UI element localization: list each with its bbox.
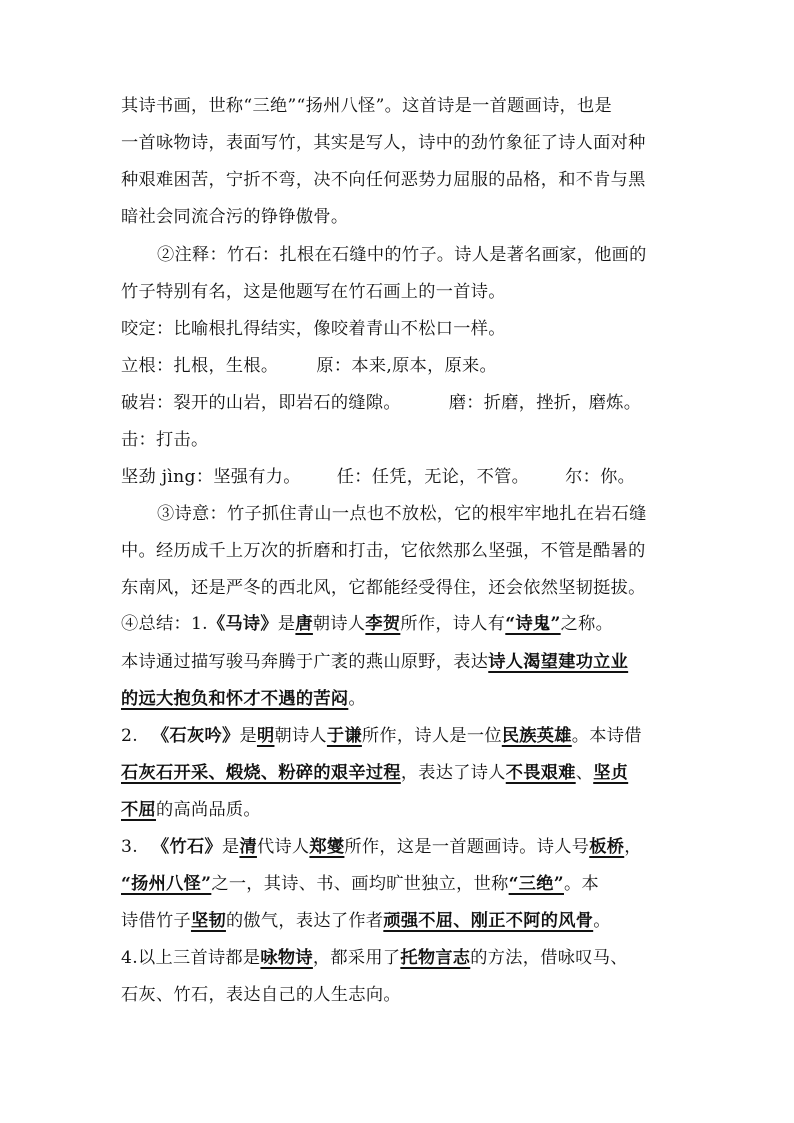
note-er: 尔：你。 [565,467,636,487]
paragraph-line: 种艰难困苦，宁折不弯，决不向任何恶势力屈服的品格，和不肯与黑 [121,170,646,190]
dynasty: 明 [256,726,275,746]
poem-title: 《马诗》 [207,614,278,634]
summary-text: 的傲气，表达了作者 [225,911,384,931]
summary-text: 代诗人 [256,837,310,857]
spirit: 顽强不屈、刚正不阿的风骨 [383,911,594,931]
theme: 诗人渴望建功立业 [488,652,629,672]
summary-text: ，都采用了 [312,948,401,968]
summary-text: 本诗通过描写骏马奔腾于广袤的燕山原野，表达 [121,652,489,672]
summary-1-line [121,682,366,716]
process: 石灰石开采、煅烧、粉碎的艰辛过程 [121,763,401,783]
method: 托物言志 [400,948,471,968]
poet-name: 李贺 [365,614,401,634]
theme: 的远大抱负和怀才不遇的苦闷 [121,689,349,709]
summary-text: 、 [575,763,594,783]
dynasty: 清 [239,837,257,857]
summary-text: 。本诗借 [571,726,642,746]
summary-text: 的方法，借咏叹马、 [470,948,628,968]
paragraph-line: 其诗书画，世称“三绝”“扬州八怪”。这首诗是一首题画诗，也是 [121,96,613,116]
trait: 坚韧 [190,911,226,931]
note-line [121,460,635,494]
summary-text: ④总结：1. [121,614,208,634]
note-poyan: 破岩：裂开的山岩，即岩石的缝隙。 [121,393,401,413]
summary-text: 是 [221,837,240,857]
notes-heading-line: ②注释：竹石：扎根在石缝中的竹子。诗人是著名画家，他画的 [157,245,647,265]
summary-text: 之称。 [560,614,614,634]
poet-nickname: “诗鬼” [505,614,561,634]
poem-kind: 咏物诗 [260,948,313,968]
note-yuan: 原：本来,原本，原来。 [316,356,498,376]
note-ji: 击：打击。 [121,430,209,450]
poet-alias: 板桥 [589,837,625,857]
sanjue: “三绝” [508,874,564,894]
paragraph-line: 暗社会同流合污的铮铮傲骨。 [121,207,349,227]
note-yaoding: 咬定：比喻根扎得结实，像咬着青山不松口一样。 [121,319,506,339]
summary-3-line [121,867,599,901]
summary-text: 。 [593,911,611,931]
note-jianjin: 坚劲 jìng：坚强有力。 [121,467,301,487]
summary-4-line [121,941,628,975]
summary-text: 的高尚品质。 [155,800,261,820]
summary-text: 2. [121,726,138,746]
poet-group: “扬州八怪” [121,874,212,894]
summary-text: 朝诗人 [274,726,327,746]
summary-3-line [121,904,611,938]
summary-text: 朝诗人 [312,614,366,634]
note-ligen: 立根：扎根，生根。 [121,356,279,376]
meaning-line: 中。经历成千上万次的折磨和打击，它依然那么坚强，不管是酷暑的 [121,541,646,561]
meaning-line: 东南风，还是严冬的西北风，它都能经受得住，还会依然坚韧挺拔。 [121,578,646,598]
summary-text: 4.以上三首诗都是 [121,948,261,968]
poet-name: 郑燮 [309,837,345,857]
quality: 不屈 [121,800,156,820]
summary-text: 所作，诗人是一位 [361,726,502,746]
poem-title: 《石灰吟》 [152,726,240,746]
meaning-line: ③诗意：竹子抓住青山一点也不放松，它的根牢牢地扎在岩石缝 [157,504,647,524]
note-mo: 磨：折磨，挫折，磨炼。 [448,393,642,413]
summary-text: 。 [348,689,366,709]
notes-heading-line: 竹子特别有名，这是他题写在竹石画上的一首诗。 [121,282,506,302]
note-line [121,349,497,383]
paragraph-line: 一首咏物诗，表面写竹，其实是写人，诗中的劲竹象征了诗人面对种 [121,133,646,153]
quality: 坚贞 [593,763,629,783]
summary-text: 。本 [563,874,599,894]
poet-identity: 民族英雄 [501,726,572,746]
quality: 不畏艰难 [505,763,576,783]
summary-2-line [121,756,628,790]
summary-text: 3. [121,837,138,857]
dynasty: 唐 [295,614,313,634]
summary-text: 之一，其诗、书、画均旷世独立，世称 [211,874,509,894]
summary-3-line [121,830,642,864]
summary-1-line [121,607,613,641]
note-ren: 任：任凭，无论，不管。 [336,467,530,487]
poem-title: 《竹石》 [152,837,222,857]
summary-text: 诗借竹子 [121,911,191,931]
summary-text: ，表达了诗人 [400,763,506,783]
poet-name: 于谦 [326,726,362,746]
summary-text: 所作，这是一首题画诗。诗人号 [344,837,590,857]
summary-1-line [121,645,628,679]
summary-2-line [121,793,261,827]
summary-4-line: 石灰、竹石，表达自己的人生志向。 [121,985,401,1005]
summary-text: 所作，诗人有 [400,614,506,634]
summary-2-line [121,719,642,753]
summary-text: 是 [277,614,296,634]
note-line [121,386,641,420]
summary-text: ， [624,837,642,857]
summary-text: 是 [239,726,257,746]
